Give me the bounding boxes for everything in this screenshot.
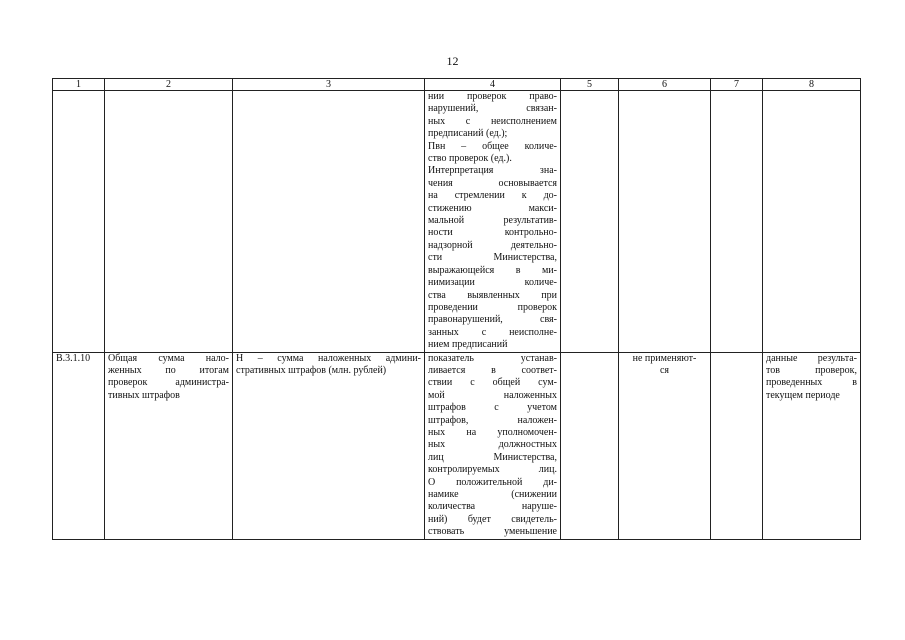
cell-continued-col4 xyxy=(425,91,561,353)
cell-text-line: чения основывается xyxy=(428,177,557,189)
cell-text-line: Общая сумма нало- xyxy=(108,352,229,364)
cell-text-line: показатель устанав- xyxy=(428,352,557,364)
cell-indicator-formula xyxy=(233,352,425,539)
cell-text-line: ности контрольно- xyxy=(428,227,557,239)
cell-indicator-code: В.3.1.10 xyxy=(53,352,105,539)
cell-text-line: мальной результатив- xyxy=(428,215,557,227)
column-header-8: 8 xyxy=(763,79,861,91)
cell-text-line: ства выявленных при xyxy=(428,289,557,301)
cell-text-line: ний) будет свидетель- xyxy=(428,513,557,525)
cell-text-line: штрафов с учетом xyxy=(428,402,557,414)
cell-text-line: ливается в соответ- xyxy=(428,364,557,376)
cell-text-line: ство проверок (ед.). xyxy=(428,153,512,165)
column-header-5: 5 xyxy=(561,79,619,91)
cell-text-line: проведенных в xyxy=(766,377,857,389)
cell-text-line: ся xyxy=(659,364,670,376)
cell-continued-col1 xyxy=(53,91,105,353)
cell-text-line: намике (снижении xyxy=(428,489,557,500)
cell-text-line: женных по итогам xyxy=(108,364,229,376)
cell-text-line: ствовать уменьшение xyxy=(428,526,557,538)
cell-text-line: нимизации количе- xyxy=(428,277,557,289)
cell-text-line: занных с неисполне- xyxy=(428,326,557,338)
cell-text-line: проведении проверок xyxy=(428,301,557,313)
cell-text-line: сти Министерства, xyxy=(428,252,557,264)
cell-text-line: выражающейся в ми- xyxy=(428,264,557,276)
cell-text-line: Интерпретация зна- xyxy=(428,165,557,177)
table-row-indicator xyxy=(53,352,861,539)
column-header-6: 6 xyxy=(619,79,711,91)
cell-text-line: надзорной деятельно- xyxy=(428,239,557,251)
column-header-1: 1 xyxy=(53,79,105,91)
cell-text-line: лиц Министерства, xyxy=(428,451,557,463)
cell-continued-col8 xyxy=(763,91,861,353)
cell-text-line: стративных штрафов (млн. рублей) xyxy=(236,364,387,376)
cell-text-line: на стремлении к до- xyxy=(428,190,557,202)
cell-text-line: текущем периоде xyxy=(766,389,840,401)
indicator-table xyxy=(52,78,861,540)
cell-text-line: Пвн – общее количе- xyxy=(428,140,557,152)
cell-text-line: ных с неисполнением xyxy=(428,115,557,127)
cell-text-line: нием предписаний xyxy=(428,339,508,351)
cell-text-line: контролируемых лиц. xyxy=(428,464,557,476)
column-header-7: 7 xyxy=(711,79,763,91)
cell-text-line: ствии с общей сум- xyxy=(428,377,557,389)
cell-text-line: тов проверок, xyxy=(766,364,857,376)
table-row-continued xyxy=(53,91,861,353)
cell-indicator-interpretation xyxy=(425,352,561,539)
cell-text-line: О положительной ди- xyxy=(428,476,557,488)
cell-text-line: проверок администра- xyxy=(108,377,229,389)
cell-text-line: мой наложенных xyxy=(428,389,557,401)
cell-text-line: Н – сумма наложенных админи- xyxy=(236,352,421,364)
page-number: 12 xyxy=(446,54,459,68)
cell-continued-col3 xyxy=(233,91,425,353)
cell-text-line: ных должностных xyxy=(428,439,557,451)
cell-continued-col7 xyxy=(711,91,763,353)
cell-continued-col6 xyxy=(619,91,711,353)
cell-text-line: предписаний (ед.); xyxy=(428,128,508,140)
cell-text-line: не применяют- xyxy=(632,352,697,364)
table-header-row xyxy=(53,79,861,91)
cell-indicator-source xyxy=(763,352,861,539)
cell-text-line: количества наруше- xyxy=(428,501,557,513)
column-header-3: 3 xyxy=(233,79,425,91)
cell-indicator-col6 xyxy=(619,352,711,539)
cell-text-line: ных на уполномочен- xyxy=(428,426,557,438)
cell-continued-col5 xyxy=(561,91,619,353)
cell-indicator-col5 xyxy=(561,352,619,539)
column-header-4: 4 xyxy=(425,79,561,91)
cell-text-line: нарушений, связан- xyxy=(428,103,557,115)
cell-text-line: данные результа- xyxy=(766,352,857,364)
cell-indicator-col7 xyxy=(711,352,763,539)
cell-continued-col2 xyxy=(105,91,233,353)
cell-text-line: правонарушений, свя- xyxy=(428,314,557,326)
cell-text-line: нии проверок право- xyxy=(428,91,557,102)
cell-indicator-name xyxy=(105,352,233,539)
column-header-2: 2 xyxy=(105,79,233,91)
cell-text-line: штрафов, наложен- xyxy=(428,414,557,426)
cell-text-line: тивных штрафов xyxy=(108,389,180,401)
cell-text-line: стижению макси- xyxy=(428,202,557,214)
